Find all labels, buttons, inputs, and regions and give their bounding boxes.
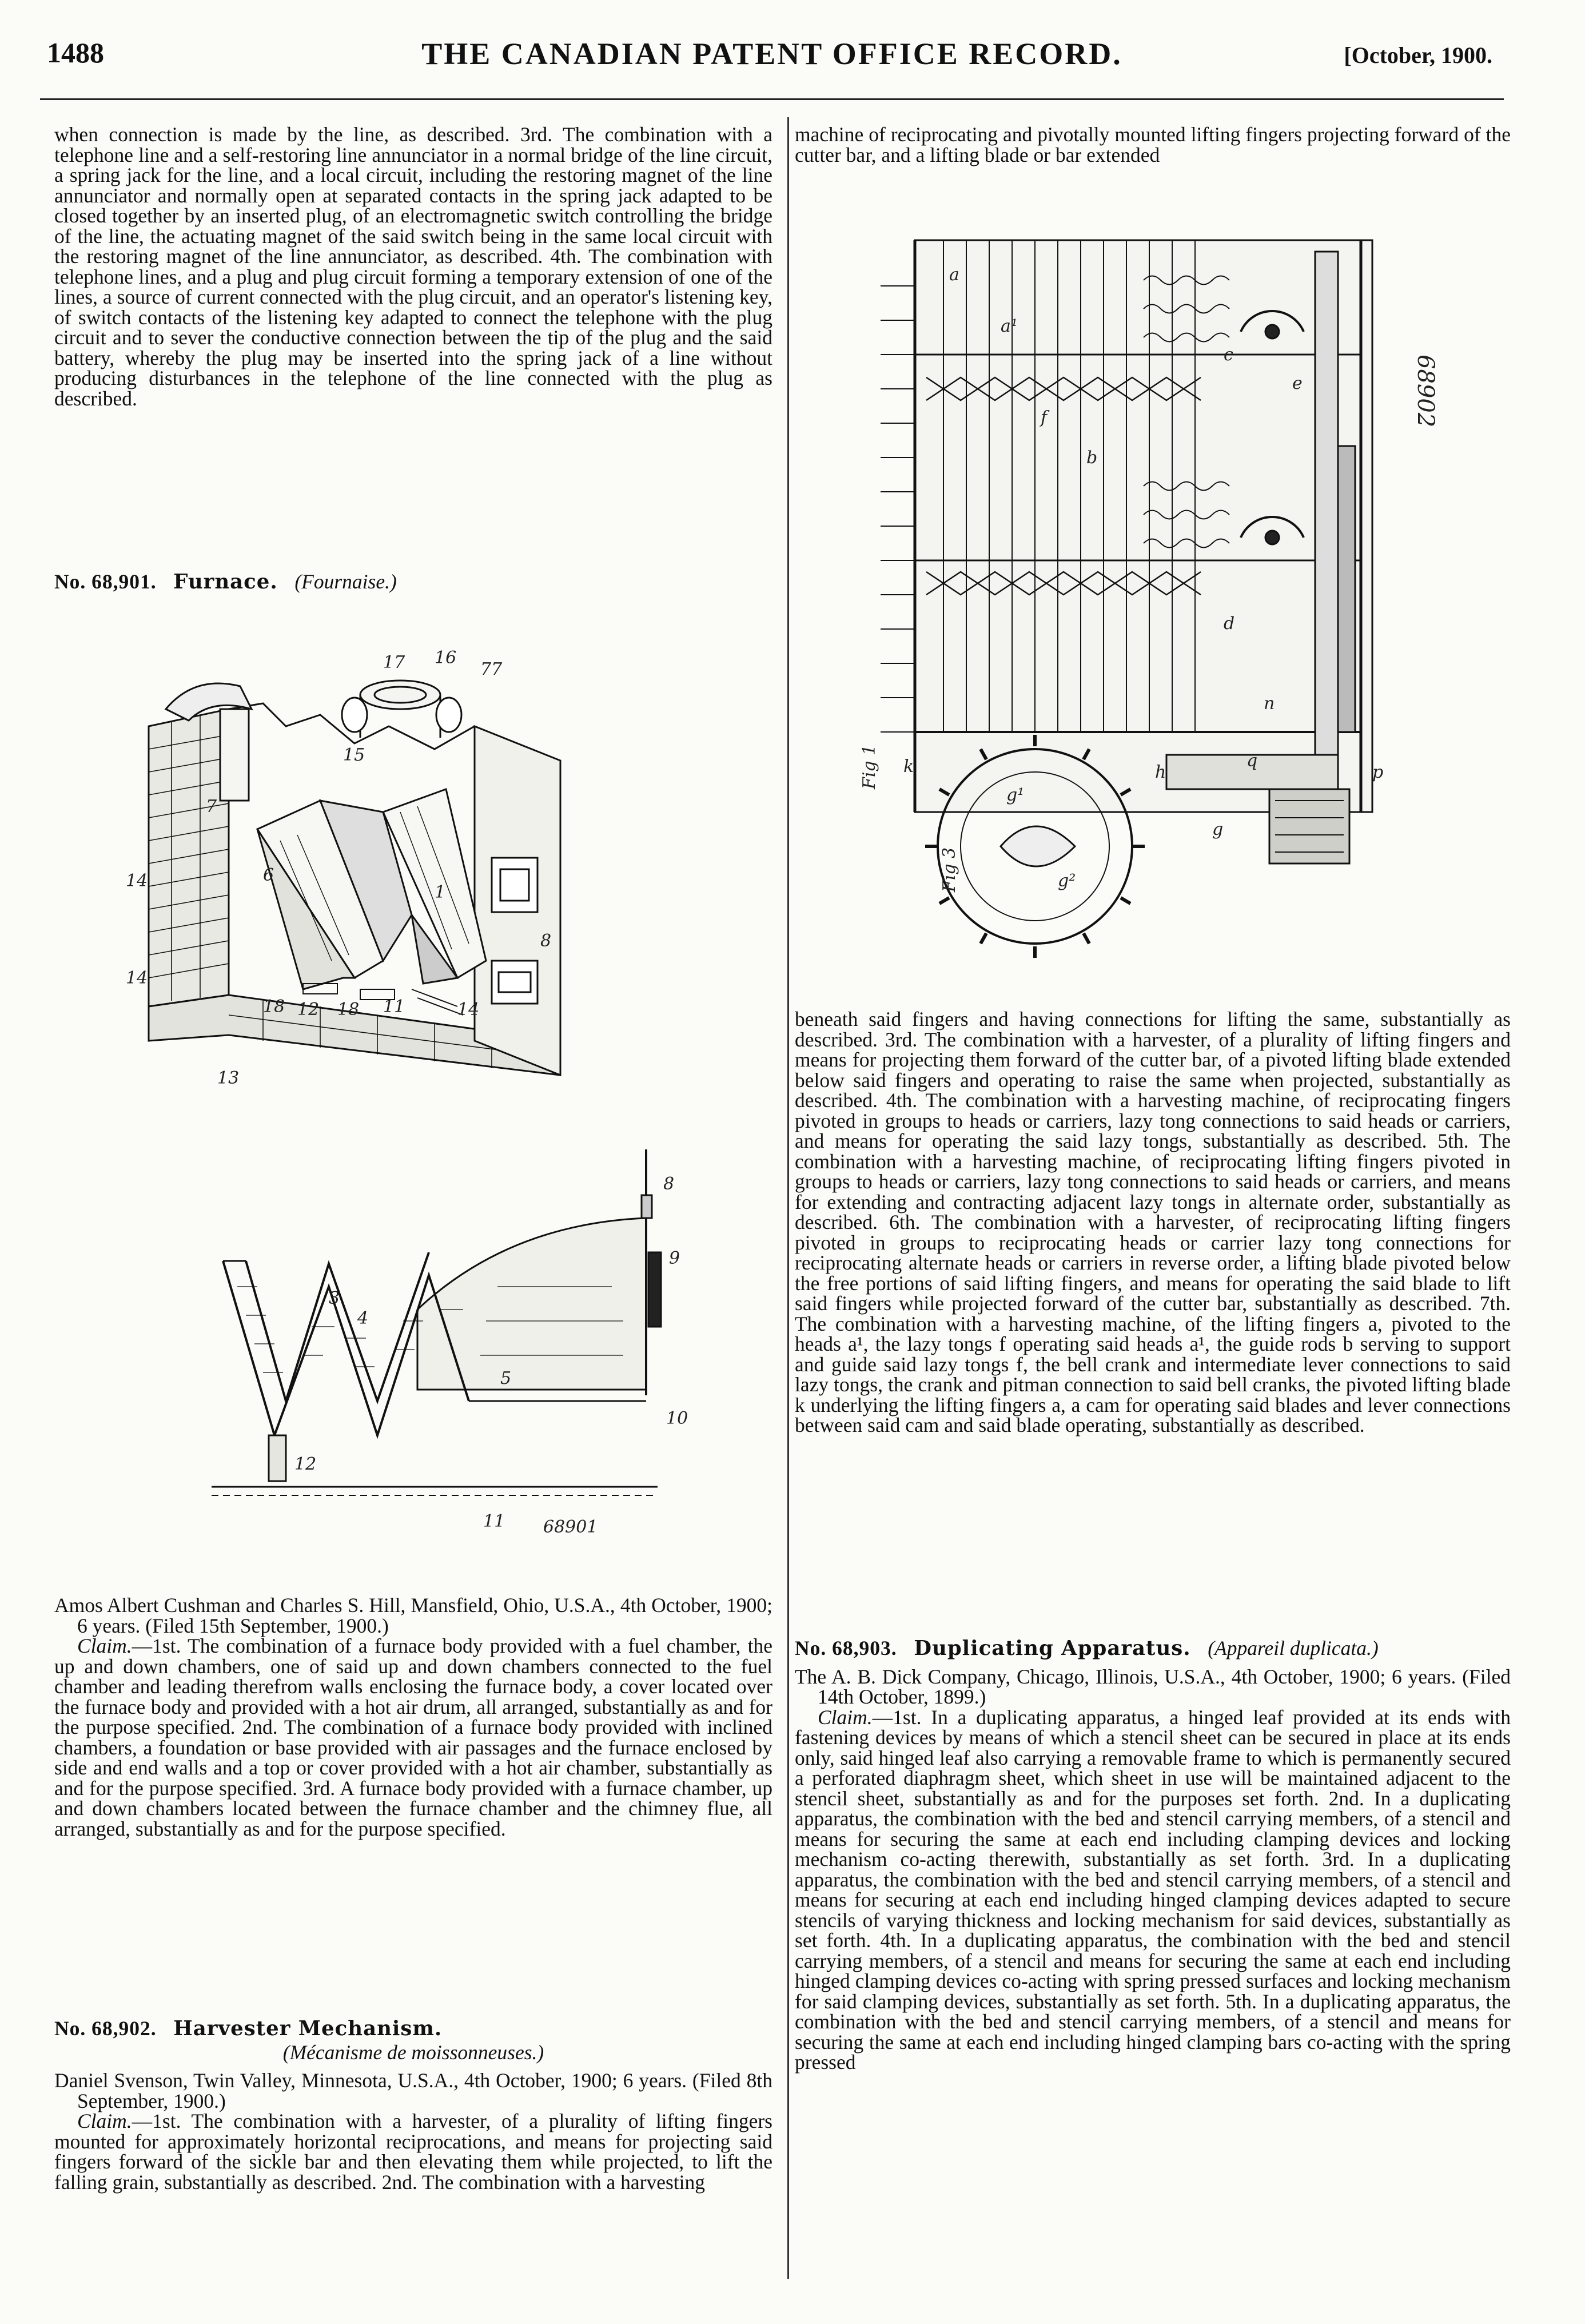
patent-french-title: (Mécanisme de moissonneuses.) — [282, 2040, 544, 2064]
figure-label: 77 — [480, 659, 503, 679]
figure-label: g¹ — [1006, 785, 1025, 805]
figure-label: e — [1292, 373, 1303, 393]
figure-label: Fig 3 — [939, 847, 959, 892]
header-rule — [40, 98, 1504, 100]
patent-title: Furnace. — [173, 570, 278, 594]
furnace-perspective-drawing — [114, 640, 658, 1098]
figure-label: 11 — [383, 997, 405, 1017]
continuation-paragraph: when connection is made by the line, as described. 3rd. The combination with a telephone line and a self-restoring line annunciator in a normal bridge of the line circuit, a spring jack for the line, and a local circuit, including the restoring magnet of the line annunciator and normally open at separated contacts in the spring jack adapted to be closed together by an inserted plug, of an electromagnetic switch controlling the bridge of the line, the actuating magnet of the said switch being in the same local circuit with the restoring magnet of the line annunciator, as described. 4th. The combination with telephone lines, and a plug and plug circuit forming a temporary extension of one of the lines, a source of current connected with the plug circuit, and an operator's listening key, of switch contacts of the listening key adapted to connect the telephone with the plug circuit and to sever the conductive connection between the tip of the plug and the said battery, whereby the plug may be inserted into the spring jack of a line without producing disturbances in the telephone of the line connected with the plug as described. — [54, 123, 772, 410]
figure-label: f — [1041, 408, 1048, 428]
figure-number: 68901 — [543, 1517, 598, 1537]
harvester-figure — [859, 217, 1464, 961]
figure-label: 12 — [294, 1454, 317, 1474]
claim-text: —1st. In a duplicating apparatus, a hinged leaf provided at its ends with fastening devices by means of which a stencil sheet can be secured in place at its ends only, said hinged leaf also carrying a removable frame to which is permanently secured a perforated diaphragm sheet, which sheet in use will be maintained adjacent to the stencil sheet, substantially as and for the purposes set forth. 2nd. In a duplicating apparatus, the combination with the bed and stencil carrying members, of a stencil and means for securing the same at each end including clamping devices and locking mechanism co-acting therewith, substantially as set forth. 3rd. In a duplicating apparatus, the combination with the bed and stencil carrying members, of a stencil and means for securing at each end including hinged clamping devices adapted to secure stencils of varying thickness and locking mechanism for said devices, substantially as set forth. 4th. In a duplicating apparatus, the combination with the bed and stencil carrying members, of a stencil and means for securing the same at each end including hinged clamping devices co-acting with spring pressed surfaces and locking mechanism for said clamping devices, substantially as set forth. 5th. In a duplicating apparatus, the combination with the bed and stencil carrying members, of a stencil and means for securing the same at each end including hinged clamping bars co-acting with the spring pressed — [795, 1705, 1511, 2074]
figure-label: 3 — [329, 1288, 340, 1308]
figure-label: h — [1155, 762, 1166, 782]
figure-label: 8 — [540, 931, 552, 951]
column-divider — [787, 117, 789, 2279]
figure-label: 15 — [343, 745, 365, 765]
furnace-perspective-figure — [114, 640, 658, 1098]
figure-label: q — [1247, 751, 1258, 771]
page-number: 1488 — [47, 37, 104, 69]
figure-label: 16 — [435, 648, 457, 668]
page-header — [40, 31, 1504, 83]
figure-label: g² — [1058, 871, 1076, 891]
figure-label: 7 — [206, 797, 217, 817]
claim-label: Claim. — [77, 2110, 132, 2132]
figure-label: Fig 1 — [859, 744, 879, 789]
patent-68901-heading — [54, 572, 772, 592]
left-column-continuation — [54, 125, 772, 409]
figure-label: 17 — [383, 652, 405, 672]
harvester-drawing — [859, 217, 1464, 961]
patent-number: No. 68,903. — [795, 1637, 897, 1660]
furnace-section-drawing — [212, 1138, 692, 1555]
figure-label: 4 — [357, 1308, 369, 1328]
figure-label: 18 — [337, 1000, 360, 1020]
figure-label: a¹ — [1001, 316, 1018, 336]
claim-label: Claim. — [77, 1634, 132, 1657]
patent-68901-body — [54, 1595, 772, 1839]
claim-text: —1st. The combination with a harvester, of a plurality of lifting fingers mounted for approximately horizontal reciprocations, and means for projecting said fingers forward of the sickle bar and then elevating them while projected, to lift the falling grain, substantially as described. 2nd. The combination with a harvesting — [54, 2110, 772, 2194]
patent-68903-entry — [795, 1638, 1511, 2073]
figure-label: a — [949, 265, 959, 285]
patent-applicants: Daniel Svenson, Twin Valley, Minnesota, U.S.A., 4th October, 1900; 6 years. (Filed 8th September, 1900.) — [54, 2069, 772, 2112]
figure-label: 11 — [483, 1511, 505, 1531]
figure-label: 6 — [263, 865, 274, 885]
figure-label: 1 — [435, 882, 446, 902]
figure-label: 14 — [126, 871, 148, 891]
patent-french-title: (Fournaise.) — [294, 570, 397, 593]
figure-label: p — [1372, 762, 1384, 782]
patent-number: No. 68,902. — [54, 2017, 157, 2040]
figure-label: 12 — [297, 1000, 320, 1020]
furnace-section-figure — [212, 1138, 692, 1555]
figure-label: k — [903, 757, 914, 777]
figure-number: 68902 — [1412, 355, 1439, 428]
patent-title: Harvester Mechanism. — [173, 2017, 443, 2040]
journal-title: THE CANADIAN PATENT OFFICE RECORD. — [421, 37, 1122, 71]
right-column-continuation-top — [795, 125, 1511, 165]
figure-label: c — [1224, 345, 1233, 365]
figure-label: 9 — [669, 1248, 680, 1268]
figure-label: 18 — [263, 997, 285, 1017]
patent-french-title: (Appareil duplicata.) — [1208, 1637, 1379, 1660]
continuation-paragraph: machine of reciprocating and pivotally mounted lifting fingers projecting forward of the cutter bar, and a lifting blade or bar extended — [795, 123, 1511, 166]
figure-label: 14 — [126, 968, 148, 988]
claim-label: Claim. — [818, 1705, 873, 1729]
figure-label: 14 — [457, 1000, 480, 1020]
figure-label: 13 — [217, 1068, 240, 1088]
figure-label: 5 — [500, 1368, 512, 1388]
patent-applicants: The A. B. Dick Company, Chicago, Illinois, U.S.A., 4th October, 1900; 6 years. (Filed 14th October, 1899.) — [795, 1665, 1511, 1708]
figure-label: n — [1264, 694, 1275, 714]
issue-date: [October, 1900. — [1344, 42, 1492, 68]
figure-label: 8 — [663, 1174, 675, 1194]
patent-applicants: Amos Albert Cushman and Charles S. Hill, Mansfield, Ohio, U.S.A., 4th October, 1900; 6 years. (Filed 15th September, 1900.) — [54, 1594, 772, 1637]
continuation-paragraph: beneath said fingers and having connections for lifting the same, substantially as described. 3rd. The combination with a harvester, of a plurality of lifting fingers and means for projecting them forward of the cutter bar, of a pivoted lifting blade extended below said fingers and operating to raise the same when projected, substantially as described. 4th. The combination with a harvesting machine, of reciprocating fingers pivoted in groups to heads or carriers, lazy tong connections to said heads or carriers, and means for operating the said lazy tongs, substantially as described. 5th. The combination with a harvesting machine, of reciprocating lifting fingers pivoted in groups to heads or carriers, lazy tong connections to said heads or carriers, and means for extending and contracting adjacent lazy tongs in alternate order, substantially as described. 6th. The combination with a harvester, of reciprocating lifting fingers pivoted in groups to reciprocating heads or carrier lazy tong connections for reciprocating alternate heads or carriers in reverse order, a lifting blade pivoted below the free portions of said lifting fingers, and means for operating the said blade to lift said fingers while projected forward of the cutter bar, substantially as described. 7th. The combination with a harvesting machine, of the lifting fingers a, pivoted to the heads a¹, the lazy tongs f operating said heads a¹, the guide rods b serving to support and guide said lazy tongs f, the bell crank and intermediate lever connections to said lazy tongs, the crank and pitman connection to said bell cranks, the pivoted lifting blade k underlying the lifting fingers a, a cam for operating said blades and lever connections between said cam and said blade operating, substantially as described. — [795, 1008, 1511, 1436]
patent-number: No. 68,901. — [54, 570, 157, 593]
figure-label: b — [1086, 448, 1098, 468]
patent-68902-entry — [54, 2019, 772, 2192]
claim-text: —1st. The combination of a furnace body provided with a fuel chamber, the up and down chambers, one of said up and down chambers connected to the fuel chamber and leading therefrom walls enclosing the furnace body, a cover located over the furnace body and provided with a hot air drum, all arranged, substantially as and for the purpose specified. 2nd. The combination of a furnace body provided with inclined chambers, a foundation or base provided with air passages and the furnace enclosed by side and end walls and a top or cover provided with a hot air chamber, substantially as and for the purpose specified. 3rd. A furnace body provided with a furnace chamber, up and down chambers located between the furnace chamber and the chimney flue, all arranged, substantially as and for the purpose specified. — [54, 1634, 772, 1840]
figure-label: 10 — [666, 1408, 688, 1428]
right-column-continuation — [795, 1009, 1511, 1436]
figure-label: g — [1212, 819, 1224, 839]
figure-label: d — [1224, 614, 1235, 634]
patent-title: Duplicating Apparatus. — [914, 1637, 1191, 1660]
